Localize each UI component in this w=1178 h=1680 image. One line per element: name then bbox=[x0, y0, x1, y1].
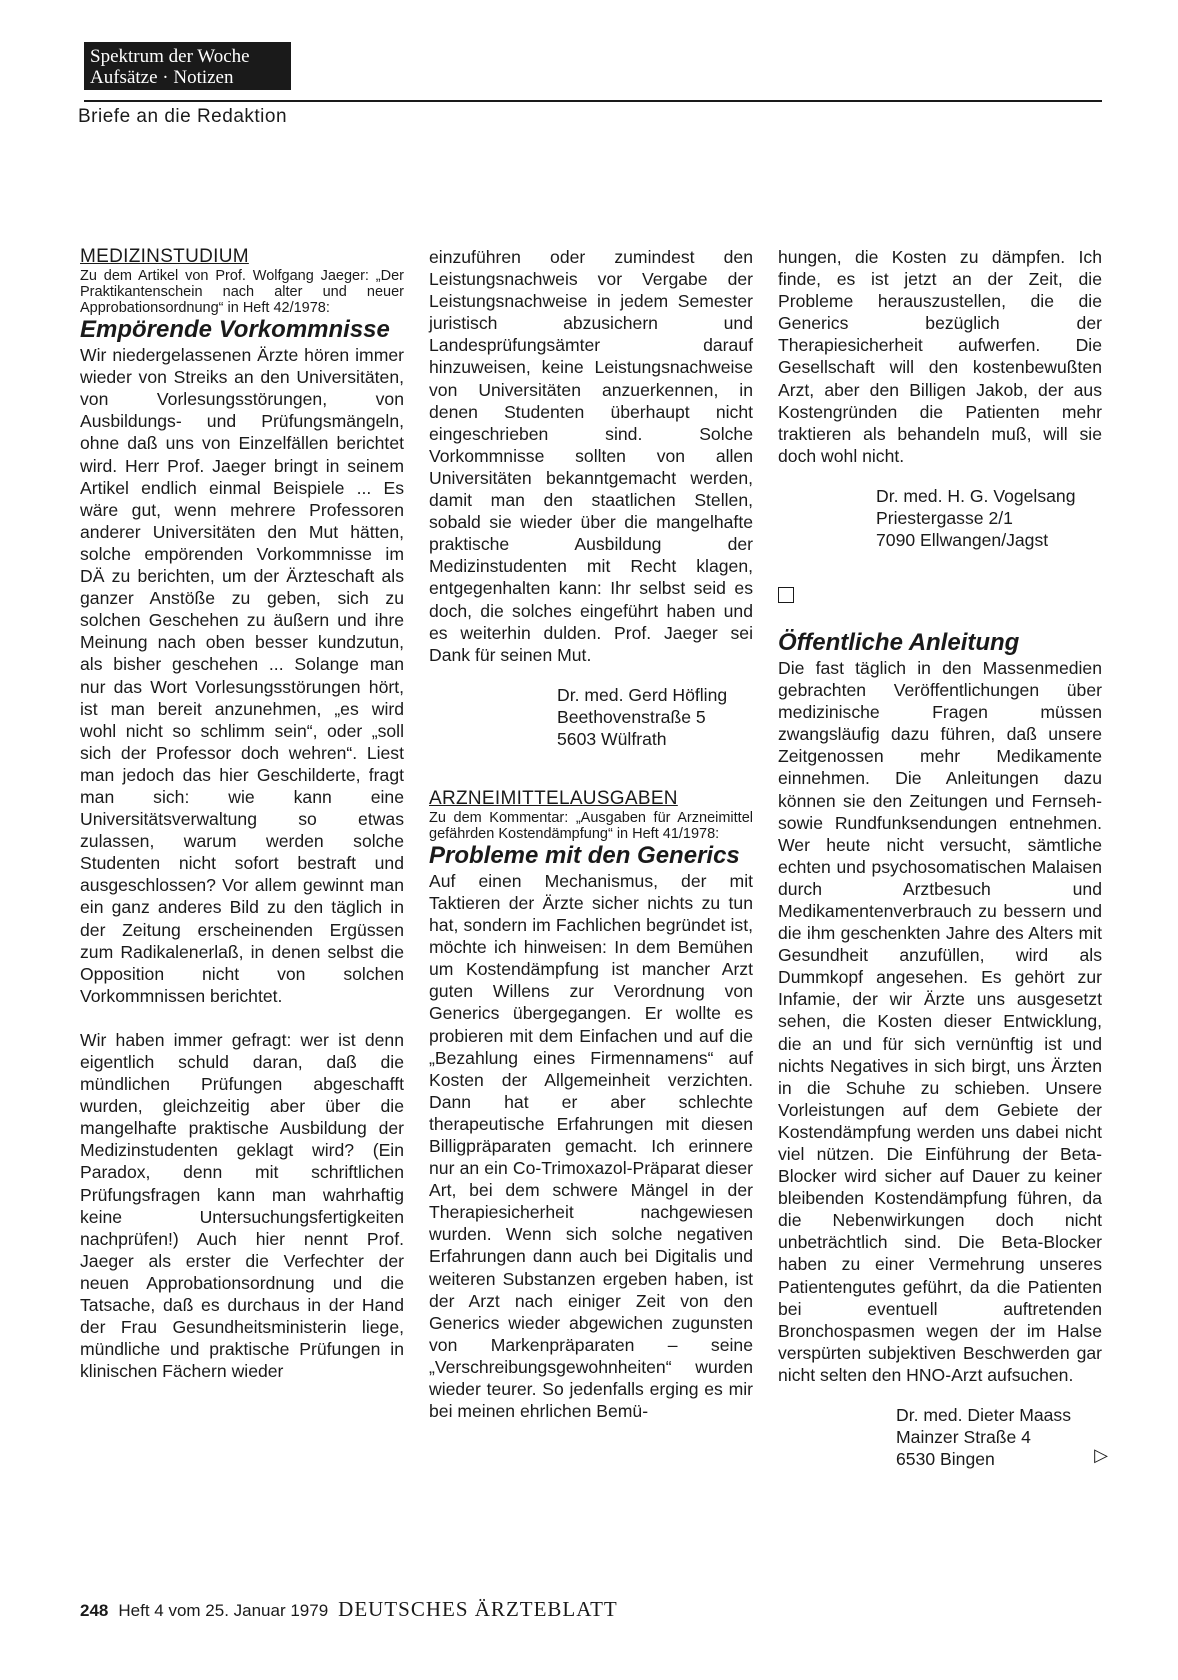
letter3-headline: Öffentliche Anleitung bbox=[778, 628, 1020, 656]
signature-street: Priestergasse 2/1 bbox=[876, 507, 1013, 528]
column-3 bbox=[778, 246, 1108, 1470]
signature-street: Beethovenstraße 5 bbox=[557, 706, 706, 727]
rubric-medizinstudium: MEDIZINSTUDIUM bbox=[80, 246, 249, 267]
issue-info: Heft 4 vom 25. Januar 1979 bbox=[118, 1601, 329, 1620]
continue-arrow-icon: ▷ bbox=[1094, 1445, 1108, 1466]
signature-name: Dr. med. Dieter Maass bbox=[896, 1405, 1072, 1426]
masthead-line2: Aufsätze · Notizen bbox=[90, 67, 234, 88]
page-footer bbox=[80, 1597, 618, 1622]
letter1-paragraph-2: Wir haben immer gefragt: wer ist denn eigentlich schuld daran, daß die mündlichen Prüfungen abgeschafft wurden, gleichzeitig aber über die mangelhafte praktische Ausbildung der Medizinstudenten geklagt wird? (Ein Paradox, denn mit schriftlichen Prüfungsfragen kann man wahrhaftig keine Untersuchungsfertigkeiten nachprüfen!) Auch hier nennt Prof. Jaeger als erster die Verfechter der neuen Approbationsordnung und die Tatsache, daß es durchaus in der Hand der Frau Gesundheitsministerin liege, mündliche und praktische Prüfungen in klinischen Fächern wieder bbox=[80, 1029, 404, 1382]
signature-city: 6530 Bingen bbox=[896, 1449, 995, 1470]
letter2-intro: Zu dem Kommentar: „Ausgaben für Arzneimittel gefährden Kostendämpfung“ in Heft 41/1978: bbox=[429, 809, 753, 842]
masthead-line1: Spektrum der Woche bbox=[90, 46, 250, 67]
letter3-paragraph-1: Die fast täglich in den Massenmedien gebrachten Veröffentlichungen über medizinische Fragen müssen zwangsläufig dazu führen, daß unsere Zeitgenossen mehr Medikamente einnehmen. Die Anleitungen dazu können sie den Zeitungen und Fernseh- sowie Rundfunksendungen entnehmen. Wer heute nicht versucht, sämtliche echten und psychosomatischen Malaisen durch Arztbesuch und Medikamentenverbrauch zu bessern und die ihm geschenkten Jahre des Alters mit Gesundheit anzufüllen, wird als Dummkopf angesehen. Es gehört zur Infamie, der wir Ärzte uns ausgesetzt sehen, die Kosten dieser Entwicklung, die an und für sich vernünftig ist und nichts Negatives in sich birgt, uns Ärzten in die Schuhe zu schieben. Unsere Vorleistungen auf dem Gebiete der Kostendämpfung werden uns dabei nicht viel nützen. Die Einführung der Beta-Blocker wird sicher auf Dauer zu keiner bleibenden Kostendämpfung führen, da die Nebenwirkungen doch nicht unbeträchtlich sind. Die Beta-Blocker haben zu einer Vermehrung unseres Patientengutes geführt, da die Patienten bei eventuell auftretenden Bronchospasmen wegen der im Halse verspürten subjektiven Beschwerden gar nicht selten den HNO-Arzt aufsuchen. bbox=[778, 657, 1102, 1385]
column-2 bbox=[429, 246, 753, 1422]
page-number: 248 bbox=[80, 1601, 109, 1620]
letter2-paragraph-1: Auf einen Mechanismus, der mit Taktieren der Ärzte sicher nichts zu tun hat, sondern im Fachlichen begründet ist, möchte ich hinweisen: In dem Bemühen um Kostendämpfung ist mancher Arzt guten Willens zur Verordnung von Generics übergegangen. Er wollte es probieren mit dem Einfachen und auf die „Bezahlung eines Firmennamens“ auf Kosten der Allgemeinheit verzichten. Dann hat er aber schlechte therapeutische Erfahrungen mit diesen Billigpräparaten gemacht. Ich erinnere nur an ein Co-Trimoxazol-Präparat dieser Art, bei dem schwere Mängel in der Therapiesicherheit nachgewiesen wurden. Wenn sich solche negativen Erfahrungen dann auch bei Digitalis und weiteren Substanzen ergeben haben, ist der Arzt nach einiger Zeit von den Generics wieder abgewichen zugunsten von Markenpräparaten – seine „Verschreibungsgewohnheiten“ wurden wieder teurer. So jedenfalls erging es mir bei meinen ehrlichen Bemü- bbox=[429, 870, 753, 1422]
letter2-signature bbox=[876, 485, 1102, 551]
letter2-headline: Probleme mit den Generics bbox=[429, 841, 740, 869]
signature-name: Dr. med. H. G. Vogelsang bbox=[876, 485, 1076, 506]
letter3-signature bbox=[896, 1404, 1108, 1470]
journal-name: DEUTSCHES ÄRZTEBLATT bbox=[338, 1597, 618, 1621]
rubric-arzneimittelausgaben: ARZNEIMITTELAUSGABEN bbox=[429, 787, 678, 809]
letter1-intro: Zu dem Artikel von Prof. Wolfgang Jaeger: „Der Praktikantenschein nach alter und neuer Approbationsordnung“ in Heft 42/1978: bbox=[80, 268, 404, 317]
signature-street: Mainzer Straße 4 bbox=[896, 1427, 1031, 1448]
header-rule bbox=[84, 100, 1102, 102]
signature-city: 7090 Ellwangen/Jagst bbox=[876, 529, 1049, 550]
letter1-signature bbox=[557, 684, 753, 750]
masthead bbox=[84, 42, 291, 90]
article-separator-box bbox=[778, 587, 794, 603]
section-title: Briefe an die Redaktion bbox=[78, 106, 288, 127]
letter1-paragraph-3: einzuführen oder zumindest den Leistungsnachweis vor Vergabe der Leistungsnachweise in jedem Semester juristisch abzusichern und Landesprüfungsämter darauf hinzuweisen, keine Leistungsnachweise von Universitäten anzuerkennen, in denen Studenten überhaupt nicht eingeschrieben sind. Solche Vorkommnisse sollten von allen Universitäten bekanntgemacht werden, damit man den staatlichen Stellen, sobald sie wieder über die mangelhafte praktische Ausbildung der Medizinstudenten mit Recht klagen, entgegenhalten kann: Ihr selbst seid es doch, die solches eingeführt haben und es weiterhin dulden. Prof. Jaeger sei Dank für seinen Mut. bbox=[429, 247, 753, 665]
signature-city: 5603 Wülfrath bbox=[557, 728, 667, 749]
letter1-headline: Empörende Vorkommnisse bbox=[80, 316, 390, 344]
letter1-paragraph-1: Wir niedergelassenen Ärzte hören immer wieder von Streiks an den Universitäten, von Vorlesungsstörungen, von Ausbildungs- und Prüfungsmängeln, ohne daß uns von Einzelfällen berichtet wird. Herr Prof. Jaeger bringt in seinem Artikel endlich einmal Beispiele ... Es wäre gut, wenn mehrere Professoren anderer Universitäten den Mut hätten, solche empörenden Vorkommnisse im DÄ zu berichten, um der Ärzteschaft als ganzer Anstöße zu geben, sich zu solchen Geschehen zu äußern und ihre Meinung nach oben besser kundzutun, als bisher geschehen ... Solange man nur das Wort Vorlesungsstörungen hört, ist man bereit anzunehmen, „es wird wohl nicht so schlimm sein“, oder „soll sich der Professor doch wehren“. Liest man jedoch das hier Geschilderte, fragt man sich: wie kann eine Universitätsverwaltung so etwas zulassen, warum werden solche Studenten nicht sofort bestraft und ausgeschlossen? Vor allem gewinnt man ein ganz anderes Bild zu den täglich in der Zeitung erscheinenden Ergüssen zum Radikalenerlaß, in denen selbst die Opposition nicht von solchen Vorkommnissen berichtet. bbox=[80, 345, 404, 1006]
column-1 bbox=[80, 246, 404, 1382]
signature-name: Dr. med. Gerd Höfling bbox=[557, 684, 728, 705]
letter2-paragraph-2: hungen, die Kosten zu dämpfen. Ich finde, es ist jetzt an der Zeit, die Probleme herauszustellen, die die Generics bezüglich der Therapiesicherheit aufwerfen. Die Gesellschaft will den kostenbewußten Arzt, aber den Billigen Jakob, der aus Kostengründen die Patienten mehr traktieren als behandeln muß, will sie doch wohl nicht. bbox=[778, 247, 1102, 466]
